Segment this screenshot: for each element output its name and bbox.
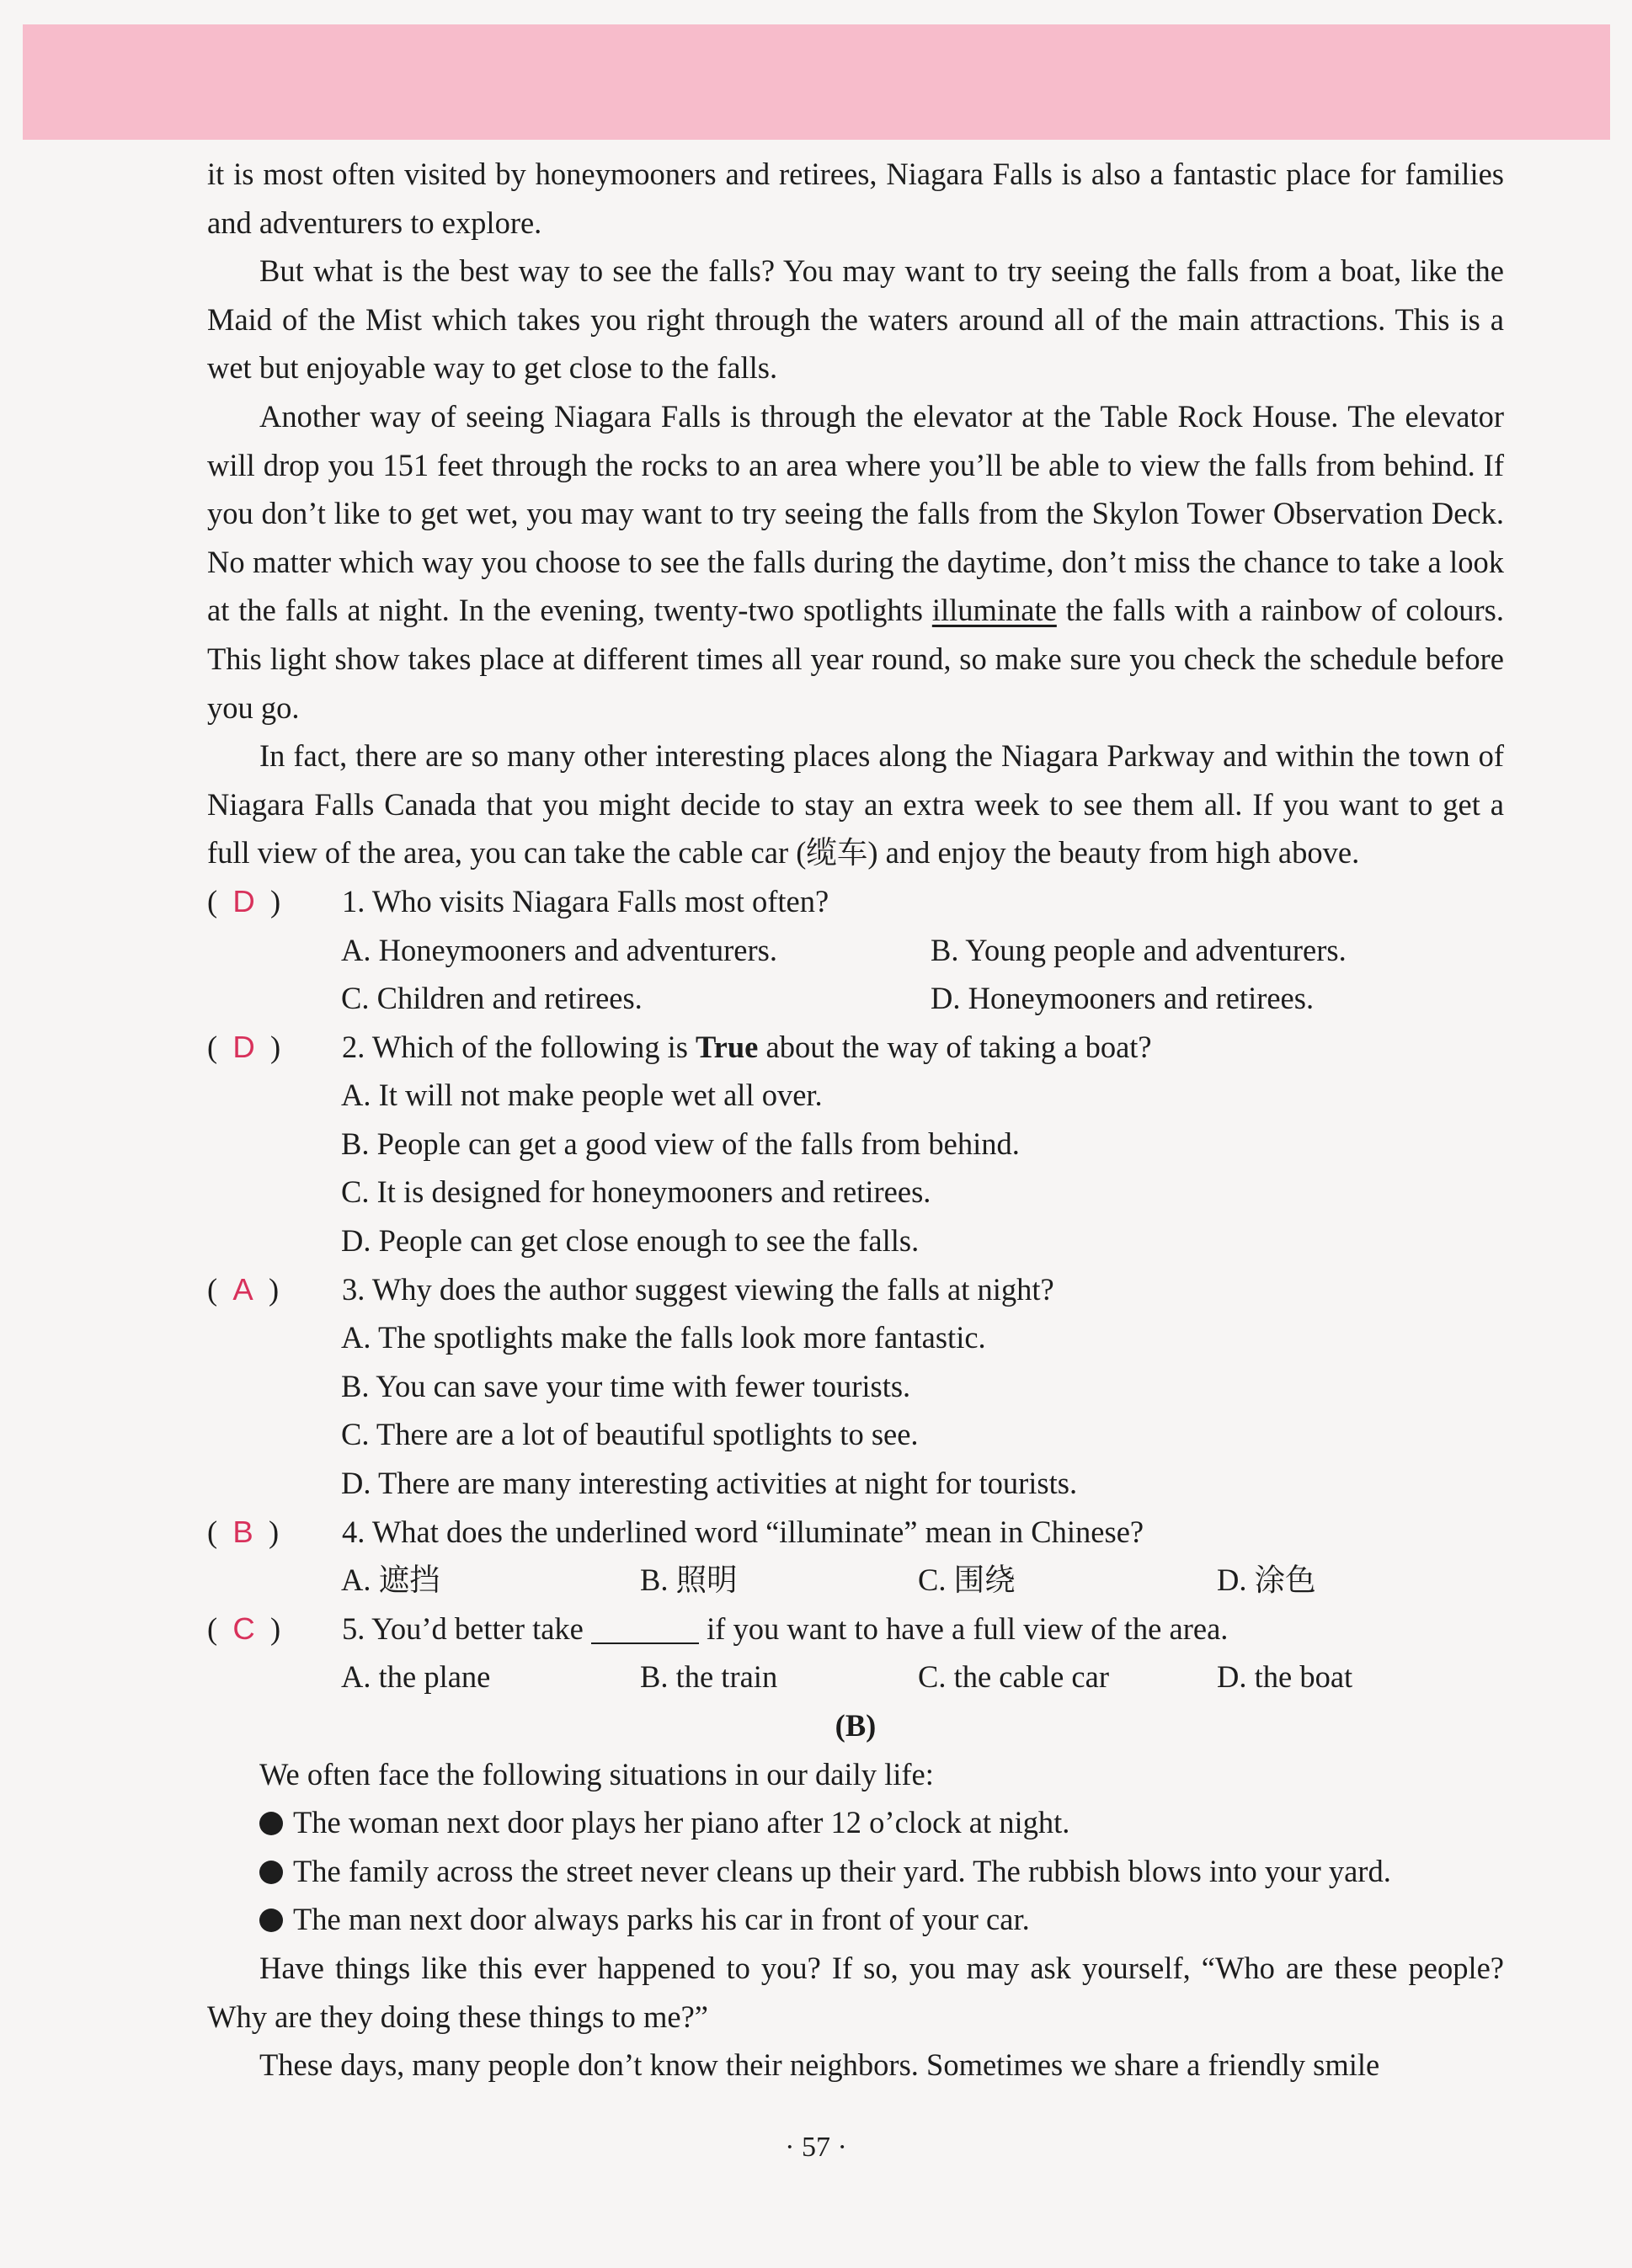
underlined-word: illuminate (931, 593, 1057, 628)
option-b: B. You can save your time with fewer tourists. (341, 1368, 911, 1403)
option-a: A. Honeymooners and adventurers. (341, 932, 777, 967)
option-b: B. the train (640, 1659, 778, 1695)
answer-mark: D (232, 883, 255, 918)
answer-bracket: ( D ) (207, 883, 281, 918)
paragraph-text: Another way of seeing Niagara Falls is through the elevator at the Table Rock House. The elevator will drop you 151 feet through the rocks to an area where you’ll be able to view the falls from behind. If you don’t like to get wet, you may want to try seeing the falls from the Skylon Tower Observation Deck. No matter which way you choose to see the falls during the daytime, don’t miss the chance to take a look at the falls at night. In the evening, twenty-two spotlights (207, 398, 1504, 628)
passage-a-paragraph-1: But what is the best way to see the falls? You may want to try seeing the falls from a boat, like the Maid of the Mist which takes you right through the waters around all of the main attractions. This is a wet but enjoyable way to get close to the falls. (207, 253, 1504, 386)
options (341, 1313, 1504, 1507)
option-a: A. It will not make people wet all over. (341, 1078, 823, 1113)
option-c: C. It is designed for honeymooners and retirees. (341, 1174, 931, 1210)
answer-bracket: ( B ) (207, 1514, 280, 1549)
question-stem (207, 1023, 1504, 1072)
option-c: C. 围绕 (918, 1563, 1016, 1598)
bullet-dot-icon (259, 1909, 283, 1932)
option-b: B. Young people and adventurers. (931, 932, 1347, 967)
passage-a-paragraph-3: In fact, there are so many other interesting places along the Niagara Parkway and within the town of Niagara Falls Canada that you might decide to stay an extra week to see them all. If you want to get a full view of the area, you can take the cable car (缆车) and enjoy the beauty from high above. (207, 738, 1504, 870)
paragraph-text: the falls with a rainbow of colours. This light show takes place at different times all year round, so make sure you check the schedule before you go. (207, 593, 1505, 725)
section-heading: (B) (835, 1708, 877, 1743)
answer-bracket: ( A ) (207, 1271, 280, 1307)
answer-mark: D (232, 1029, 255, 1064)
answer-mark: C (232, 1610, 255, 1646)
question-text: 5. You’d better take (342, 1610, 592, 1646)
question-text: 1. Who visits Niagara Falls most often? (342, 883, 829, 918)
option-d: D. People can get close enough to see the falls. (341, 1223, 920, 1259)
bullet-text: The family across the street never cleans up their yard. The rubbish blows into your yard. (293, 1853, 1391, 1888)
options (341, 926, 1504, 1023)
bullet-text: The woman next door plays her piano after 12 o’clock at night. (293, 1805, 1070, 1840)
answer-blank[interactable] (591, 1617, 699, 1644)
bullet-dot-icon (259, 1861, 283, 1884)
option-c: C. the cable car (918, 1659, 1109, 1695)
options (341, 1653, 1504, 1701)
bullet-item (207, 1847, 1504, 1896)
question-text: 2. Which of the following is (342, 1029, 696, 1064)
option-b: B. 照明 (640, 1563, 738, 1598)
option-b: B. People can get a good view of the falls from behind. (341, 1126, 1020, 1161)
question-text: if you want to have a full view of the area. (699, 1610, 1229, 1646)
bullet-dot-icon (259, 1812, 283, 1835)
option-d: D. 涂色 (1217, 1563, 1316, 1598)
option-c: C. Children and retirees. (341, 981, 643, 1016)
option-a: A. the plane (341, 1659, 491, 1695)
question-4 (207, 1508, 1504, 1605)
option-a: A. 遮挡 (341, 1563, 440, 1598)
passage-a-paragraph-2 (207, 392, 1504, 732)
option-a: A. The spotlights make the falls look more fantastic. (341, 1320, 986, 1355)
question-text: 4. What does the underlined word “illuminate” mean in Chinese? (342, 1514, 1144, 1549)
question-stem (207, 1605, 1504, 1653)
question-5 (207, 1605, 1504, 1701)
bullet-text: The man next door always parks his car in front of your car. (293, 1902, 1030, 1937)
answer-mark: B (232, 1514, 253, 1549)
answer-mark: A (232, 1271, 253, 1307)
bullet-item (207, 1798, 1504, 1847)
option-d: D. the boat (1217, 1659, 1353, 1695)
option-d: D. Honeymooners and retirees. (931, 981, 1315, 1016)
options (341, 1071, 1504, 1264)
options (341, 1556, 1504, 1605)
question-stem (207, 877, 1504, 926)
header-band (23, 24, 1610, 140)
question-stem (207, 1508, 1504, 1557)
question-bold-word: True (696, 1029, 759, 1064)
question-2 (207, 1023, 1504, 1265)
question-3 (207, 1265, 1504, 1508)
question-text: 3. Why does the author suggest viewing the falls at night? (342, 1271, 1054, 1307)
passage-b-intro: We often face the following situations in our daily life: (259, 1756, 934, 1792)
passage-b-paragraph-1: Have things like this ever happened to you? If so, you may ask yourself, “Who are these people? Why are they doing these things to me?” (207, 1950, 1504, 2034)
passage-b-paragraph-2: These days, many people don’t know their neighbors. Sometimes we share a friendly smile (259, 2047, 1380, 2083)
answer-bracket: ( D ) (207, 1029, 281, 1064)
bullet-item (207, 1895, 1504, 1944)
option-d: D. There are many interesting activities at night for tourists. (341, 1466, 1078, 1501)
question-text: about the way of taking a boat? (758, 1029, 1152, 1064)
answer-bracket: ( C ) (207, 1610, 281, 1646)
passage-a-paragraph-0: it is most often visited by honeymooners and retirees, Niagara Falls is also a fantastic place for families and adventurers to explore. (207, 157, 1504, 240)
page-content (207, 150, 1504, 2090)
page-number: · 57 · (785, 2132, 847, 2163)
option-c: C. There are a lot of beautiful spotlights to see. (341, 1417, 919, 1452)
question-1 (207, 877, 1504, 1023)
question-stem (207, 1265, 1504, 1314)
